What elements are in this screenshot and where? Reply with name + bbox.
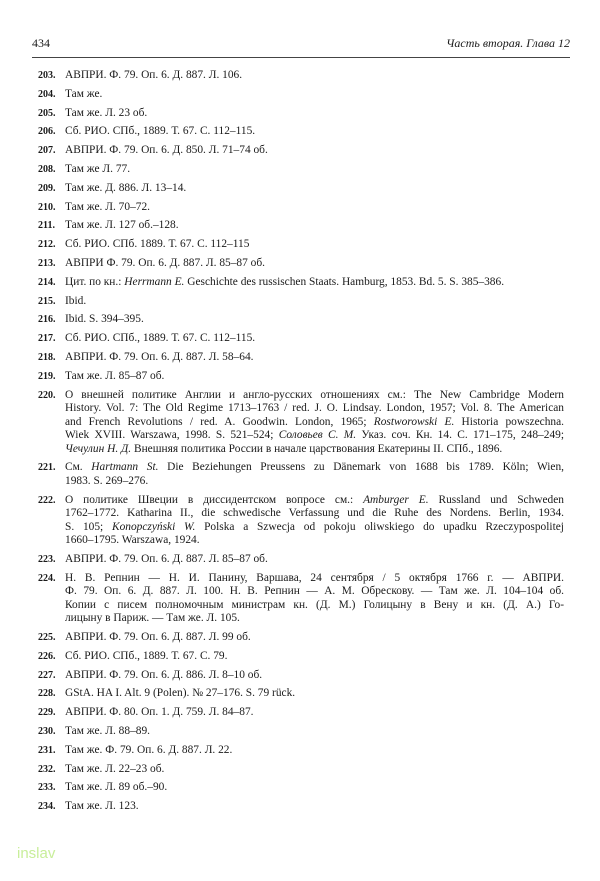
endnote-line — [65, 416, 564, 430]
running-title: Часть вторая. Глава 12 — [446, 36, 570, 50]
text-run: Там же. Л. 23 об. — [65, 106, 148, 119]
text-run: Polska a Szwecja od pokoju oliwskiego do upadku Rzeczypospolitej — [195, 520, 564, 533]
endnote-number: 226. — [38, 650, 56, 662]
endnote-line — [65, 69, 564, 83]
endnote-text — [65, 687, 564, 701]
endnote-number: 208. — [38, 163, 56, 175]
text-run: Копии с писем полномочным министрам кн. (Д. М.) Голицыну в Вену и кн. (Д. А.) Го- — [65, 598, 564, 611]
text-run: Ibid. — [65, 294, 87, 307]
endnote-line — [65, 781, 564, 795]
text-run: Там же. Л. 89 об.–90. — [65, 781, 168, 794]
text-run: Geschichte des russischen Staats. Hamburg, 1853. Bd. 5. S. 385–386. — [184, 275, 505, 288]
endnote-text — [65, 763, 564, 777]
text-run: См. — [65, 461, 92, 474]
endnote-number: 219. — [38, 370, 56, 382]
endnote-line — [65, 494, 564, 508]
text-run: АВПРИ. Ф. 79. Оп. 6. Д. 887. Л. 85–87 об. — [65, 552, 268, 565]
text-run: and French Revolutions / red. A. Goodwin. London, 1965; — [65, 415, 374, 428]
endnote-number: 233. — [38, 782, 56, 794]
text-run: Сб. РИО. СПб., 1889. Т. 67. С. 112–115. — [65, 125, 256, 138]
text-run: Die Beziehungen Preussens zu Dänemark von 1688 bis 1789. Köln; Wien, — [158, 461, 564, 474]
endnote-line — [65, 370, 564, 384]
endnote-number: 231. — [38, 744, 56, 756]
endnote-text — [65, 725, 564, 739]
endnote-216 — [38, 313, 564, 327]
endnote-line — [65, 669, 564, 683]
endnote-line — [65, 612, 564, 626]
text-run: Там же. Л. 22–23 об. — [65, 762, 165, 775]
text-run: GStA. HA I. Alt. 9 (Polen). № 27–176. S. 79 rück. — [65, 687, 296, 700]
endnote-222 — [38, 494, 564, 548]
endnote-number: 211. — [38, 220, 55, 232]
text-run: Н. В. Репнин — Н. И. Панину, Варшава, 24 сентября / 5 октября 1766 г. — АВПРИ. — [65, 571, 564, 584]
endnote-203 — [38, 69, 564, 83]
endnote-number: 215. — [38, 295, 56, 307]
text-run: АВПРИ Ф. 79. Оп. 6. Д. 887. Л. 85–87 об. — [65, 256, 265, 269]
text-run: АВПРИ. Ф. 79. Оп. 6. Д. 850. Л. 71–74 об. — [65, 144, 268, 157]
endnote-number: 206. — [38, 126, 56, 138]
endnote-line — [65, 763, 564, 777]
text-run: Там же. Д. 886. Л. 13–14. — [65, 181, 187, 194]
endnote-number: 213. — [38, 257, 56, 269]
endnote-line — [65, 585, 564, 599]
endnote-number: 221. — [38, 462, 56, 474]
endnote-line — [65, 687, 564, 701]
text-run: лицыну в Париж. — Там же. Л. 105. — [65, 612, 240, 625]
endnote-line — [65, 402, 564, 416]
endnote-234 — [38, 800, 564, 814]
text-run: Там же Л. 77. — [65, 162, 131, 175]
endnote-text — [65, 88, 564, 102]
text-run: АВПРИ. Ф. 79. Оп. 6. Д. 887. Л. 106. — [65, 69, 243, 81]
endnote-line — [65, 182, 564, 196]
text-run: Соловьев С. М. — [278, 429, 357, 442]
endnote-number: 212. — [38, 239, 56, 251]
endnote-text — [65, 69, 564, 83]
endnote-233 — [38, 781, 564, 795]
endnote-number: 228. — [38, 688, 56, 700]
text-run: Там же. Ф. 79. Оп. 6. Д. 887. Л. 22. — [65, 743, 233, 756]
endnote-text — [65, 163, 564, 177]
endnote-line — [65, 475, 564, 489]
text-run: АВПРИ. Ф. 80. Оп. 1. Д. 759. Л. 84–87. — [65, 706, 254, 719]
endnote-text — [65, 125, 564, 139]
endnote-line — [65, 276, 564, 290]
text-run: АВПРИ. Ф. 79. Оп. 6. Д. 887. Л. 99 об. — [65, 631, 251, 644]
endnote-line — [65, 521, 564, 535]
endnote-text — [65, 370, 564, 384]
endnote-text — [65, 389, 564, 457]
endnote-212 — [38, 238, 564, 252]
text-run: АВПРИ. Ф. 79. Оп. 6. Д. 887. Л. 58–64. — [65, 350, 254, 363]
endnote-line — [65, 125, 564, 139]
header-rule — [32, 57, 570, 58]
endnote-line — [65, 313, 564, 327]
endnote-221 — [38, 461, 564, 488]
endnote-206 — [38, 125, 564, 139]
endnote-210 — [38, 201, 564, 215]
endnote-line — [65, 507, 564, 521]
endnote-text — [65, 553, 564, 567]
endnote-line — [65, 88, 564, 102]
endnote-text — [65, 276, 564, 290]
endnote-text — [65, 800, 564, 814]
text-run: Ibid. S. 394–395. — [65, 313, 144, 326]
text-run: Там же. — [65, 87, 103, 100]
endnote-line — [65, 332, 564, 346]
endnote-230 — [38, 725, 564, 739]
text-run: Wiek XVIII. Warszawa, 1998. S. 521–524; — [65, 429, 279, 442]
endnote-text — [65, 351, 564, 365]
text-run: Там же. Л. 85–87 об. — [65, 369, 165, 382]
endnote-number: 222. — [38, 494, 56, 506]
text-run: Там же. Л. 70–72. — [65, 200, 151, 213]
endnote-229 — [38, 706, 564, 720]
text-run: Сб. РИО. СПб. 1889. Т. 67. С. 112–115 — [65, 238, 250, 251]
endnote-text — [65, 706, 564, 720]
endnote-number: 218. — [38, 351, 56, 363]
endnote-line — [65, 389, 564, 403]
endnote-207 — [38, 144, 564, 158]
text-run: Сб. РИО. СПб., 1889. Т. 67. С. 112–115. — [65, 332, 256, 345]
endnote-number: 216. — [38, 314, 56, 326]
endnote-number: 204. — [38, 88, 56, 100]
endnote-213 — [38, 257, 564, 271]
endnote-text — [65, 295, 564, 309]
endnote-line — [65, 599, 564, 613]
endnote-204 — [38, 88, 564, 102]
endnote-text — [65, 144, 564, 158]
endnote-line — [65, 706, 564, 720]
endnote-line — [65, 443, 564, 457]
endnote-text — [65, 744, 564, 758]
endnote-text — [65, 494, 564, 548]
text-run: 1983. S. 269–276. — [65, 474, 149, 487]
endnote-215 — [38, 295, 564, 309]
text-run: О внешней политике Англии и англо-русских отношениях см.: The New Cambridge Modern — [65, 388, 564, 401]
endnote-line — [65, 107, 564, 121]
endnote-line — [65, 429, 564, 443]
text-run: Konopczyński W. — [111, 520, 196, 533]
endnote-text — [65, 201, 564, 215]
endnote-line — [65, 144, 564, 158]
text-run: Hartmann St. — [91, 461, 159, 474]
endnote-226 — [38, 650, 564, 664]
text-run: Цит. по кн.: — [65, 275, 125, 288]
endnote-text — [65, 461, 564, 488]
endnote-line — [65, 295, 564, 309]
text-run: О политике Швеции в диссидентском вопросе см.: — [65, 493, 364, 506]
endnote-227 — [38, 669, 564, 683]
endnote-number: 210. — [38, 201, 56, 213]
text-run: Russland und Schweden — [428, 493, 565, 506]
endnote-line — [65, 725, 564, 739]
endnote-line — [65, 744, 564, 758]
text-run: Чечулин Н. Д. — [65, 442, 132, 455]
endnote-number: 209. — [38, 182, 56, 194]
text-run: 1762–1772. Katharina II., die schwedische Verfassung und die Ruhe des Nordens. Berlin, 1934. — [65, 507, 564, 520]
text-run: Ф. 79. Оп. 6. Д. 887. Л. 100. Н. В. Репнин — А. М. Обрескову. — Там же. Л. 104–104 об. — [65, 585, 564, 598]
endnote-214 — [38, 276, 564, 290]
endnote-number: 232. — [38, 763, 56, 775]
text-run: Herrmann E. — [124, 275, 185, 288]
endnote-text — [65, 219, 564, 233]
endnote-231 — [38, 744, 564, 758]
endnote-text — [65, 572, 564, 626]
endnote-text — [65, 182, 564, 196]
endnote-line — [65, 553, 564, 567]
page-header — [32, 36, 570, 52]
endnote-line — [65, 800, 564, 814]
endnote-number: 230. — [38, 726, 56, 738]
endnote-number: 229. — [38, 707, 56, 719]
endnotes-list — [38, 69, 564, 819]
endnote-line — [65, 631, 564, 645]
endnote-223 — [38, 553, 564, 567]
endnote-text — [65, 781, 564, 795]
text-run: АВПРИ. Ф. 79. Оп. 6. Д. 886. Л. 8–10 об. — [65, 668, 263, 681]
endnote-217 — [38, 332, 564, 346]
endnote-number: 234. — [38, 801, 56, 813]
endnote-218 — [38, 351, 564, 365]
endnote-text — [65, 669, 564, 683]
text-run: Там же. Л. 88–89. — [65, 725, 151, 738]
endnote-text — [65, 650, 564, 664]
text-run: Historia powszechna. — [454, 415, 564, 428]
endnote-219 — [38, 370, 564, 384]
endnote-line — [65, 201, 564, 215]
text-run: Внешняя политика России в начале царствования Екатерины II. СПб., 1896. — [131, 442, 503, 455]
endnote-number: 227. — [38, 669, 56, 681]
endnote-220 — [38, 389, 564, 457]
endnote-209 — [38, 182, 564, 196]
endnote-line — [65, 257, 564, 271]
text-run: History. Vol. 7: The Old Regime 1713–1763 / red. J. O. Lindsay. London, 1957; Vol. 8. The American — [65, 402, 564, 415]
endnote-text — [65, 257, 564, 271]
watermark: inslav — [17, 845, 56, 862]
endnote-text — [65, 631, 564, 645]
endnote-228 — [38, 687, 564, 701]
text-run: Amburger E. — [363, 493, 429, 506]
text-run: Указ. соч. Кн. 14. С. 171–175, 248–249; — [356, 429, 565, 442]
endnote-number: 220. — [38, 389, 56, 401]
endnote-number: 225. — [38, 632, 56, 644]
endnote-line — [65, 650, 564, 664]
endnote-line — [65, 572, 564, 586]
endnote-number: 207. — [38, 145, 56, 157]
endnote-number: 205. — [38, 107, 56, 119]
endnote-line — [65, 163, 564, 177]
text-run: Там же. Л. 123. — [65, 800, 139, 813]
endnote-211 — [38, 219, 564, 233]
endnote-number: 217. — [38, 333, 56, 345]
endnote-line — [65, 238, 564, 252]
text-run: Там же. Л. 127 об.–128. — [65, 219, 179, 232]
text-run: 1660–1795. Warszawa, 1924. — [65, 534, 200, 547]
endnote-224 — [38, 572, 564, 626]
endnote-number: 203. — [38, 70, 56, 81]
endnote-line — [65, 534, 564, 548]
endnote-line — [65, 461, 564, 475]
endnote-text — [65, 107, 564, 121]
text-run: S. 105; — [65, 520, 112, 533]
endnote-208 — [38, 163, 564, 177]
endnote-line — [65, 351, 564, 365]
endnote-number: 214. — [38, 276, 56, 288]
text-run: Rostworowski E. — [373, 415, 455, 428]
endnote-232 — [38, 763, 564, 777]
endnote-number: 223. — [38, 553, 56, 565]
endnote-text — [65, 238, 564, 252]
endnote-225 — [38, 631, 564, 645]
endnote-line — [65, 219, 564, 233]
endnote-number: 224. — [38, 572, 56, 584]
endnote-205 — [38, 107, 564, 121]
page-number: 434 — [32, 36, 50, 50]
text-run: Сб. РИО. СПб., 1889. Т. 67. С. 79. — [65, 649, 228, 662]
endnote-text — [65, 332, 564, 346]
endnote-text — [65, 313, 564, 327]
